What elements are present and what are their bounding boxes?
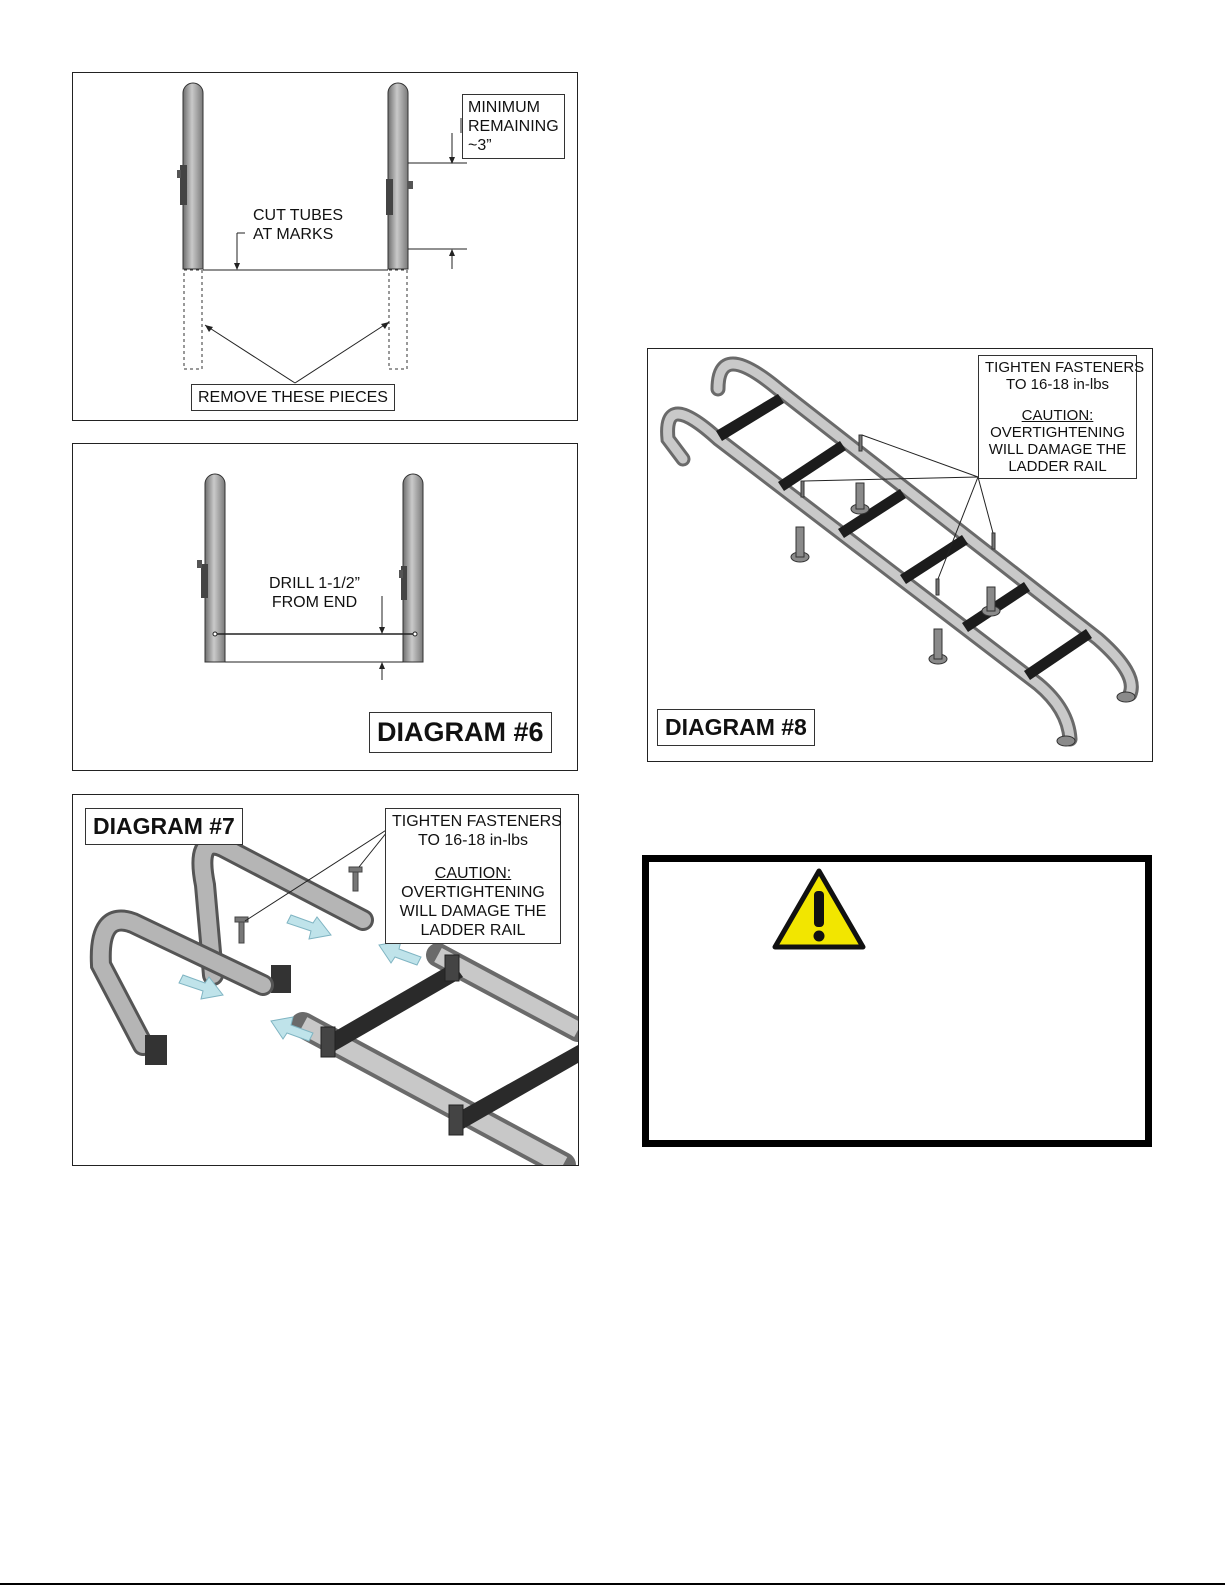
left-clamp — [180, 165, 187, 205]
note-line-4: WILL DAMAGE THE — [988, 441, 1127, 458]
note-caution: CAUTION: — [434, 865, 512, 882]
note-line-2: TO 16-18 in-lbs — [418, 832, 528, 849]
diagram-8-panel — [647, 348, 1153, 762]
cut-line-1: CUT TUBES — [253, 207, 344, 224]
warning-triangle-icon — [771, 867, 867, 951]
minimum-line-2: REMAINING — [468, 118, 559, 135]
diagram-6-panel — [72, 443, 578, 771]
diagram-7-torque-note — [385, 808, 561, 944]
bolt-right — [349, 867, 362, 891]
diagram-6-title: DIAGRAM #6 — [369, 712, 552, 753]
note-line-2: TO 16-18 in-lbs — [1005, 376, 1110, 393]
note-line-3: OVERTIGHTENING — [990, 424, 1125, 441]
diagram-7-panel — [72, 794, 579, 1166]
minimum-line-3: ~3” — [468, 137, 492, 154]
rung-2 — [778, 441, 846, 491]
warning-box — [642, 855, 1152, 1147]
diagram-8-torque-note — [978, 355, 1145, 479]
right-remove-piece — [389, 270, 407, 369]
minimum-remaining-callout — [462, 94, 565, 159]
note-line-3: OVERTIGHTENING — [401, 884, 545, 901]
ladder-rung-2 — [453, 1045, 578, 1129]
rung-1 — [716, 394, 784, 441]
note-line-1: TIGHTEN FASTENERS — [392, 813, 562, 830]
right-clamp — [386, 179, 393, 215]
drill-line-1: DRILL 1-1/2” — [269, 575, 360, 592]
ladder-rung-1 — [325, 963, 463, 1051]
diagram-7-title: DIAGRAM #7 — [85, 808, 243, 845]
cut-tubes-callout — [253, 206, 343, 244]
note-caution: CAUTION: — [1021, 407, 1094, 424]
note-line-4: WILL DAMAGE THE — [399, 903, 547, 920]
rung-4 — [900, 535, 968, 584]
right-tube — [388, 83, 408, 269]
note-line-5: LADDER RAIL — [1008, 458, 1107, 475]
remove-pieces-callout: REMOVE THESE PIECES — [191, 384, 395, 411]
note-line-5: LADDER RAIL — [420, 922, 526, 939]
left-remove-piece — [184, 270, 202, 369]
diagram-5-panel — [72, 72, 578, 421]
note-line-1: TIGHTEN FASTENERS — [985, 359, 1145, 376]
diagram-8-title: DIAGRAM #8 — [657, 709, 815, 746]
cut-line-2: AT MARKS — [253, 226, 334, 243]
rung-3 — [838, 489, 906, 538]
minimum-line-1: MINIMUM — [468, 99, 540, 116]
rung-6 — [1024, 629, 1092, 680]
drill-line-2: FROM END — [271, 594, 358, 611]
mounting-feet — [791, 483, 1135, 746]
drill-callout — [269, 574, 360, 612]
